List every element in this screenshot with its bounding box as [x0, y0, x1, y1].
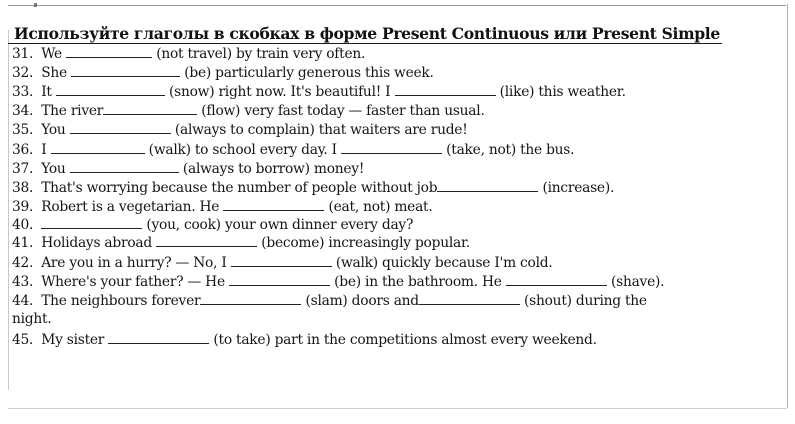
exercise-number: 31.	[12, 46, 34, 62]
worksheet-title: Используйте глаголы в скобках в форме Present Continuous или Present Simple	[14, 24, 720, 43]
answer-blank[interactable]	[103, 101, 197, 115]
answer-blank[interactable]	[200, 291, 301, 305]
exercise-text: (shout) during the	[519, 293, 647, 309]
exercise-text: (be) particularly generous this week.	[180, 65, 434, 81]
answer-blank[interactable]	[108, 330, 209, 344]
exercise-number: 41.	[12, 235, 34, 251]
exercise-45	[12, 330, 782, 349]
exercise-number: 42.	[12, 255, 34, 271]
exercise-number: 45.	[12, 332, 34, 348]
exercise-40	[12, 215, 782, 234]
exercise-number: 32.	[12, 65, 34, 81]
exercise-text: (shave).	[606, 274, 665, 290]
exercise-43	[12, 272, 782, 291]
exercise-39	[12, 197, 782, 216]
exercise-text: (flow) very fast today — faster than usual.	[197, 103, 485, 119]
exercise-number: 39.	[12, 199, 34, 215]
exercise-33	[12, 82, 782, 101]
answer-blank[interactable]	[506, 272, 607, 286]
exercise-number: 44.	[12, 293, 34, 309]
exercise-text: Robert is a vegetarian. He	[41, 199, 224, 215]
exercise-text: Are you in a hurry? — No, I	[41, 255, 231, 271]
exercise-text: It	[41, 84, 56, 100]
exercise-44	[12, 291, 782, 310]
exercise-text: We	[41, 46, 67, 62]
exercise-31	[12, 44, 782, 63]
exercise-34	[12, 101, 782, 120]
answer-blank[interactable]	[229, 272, 330, 286]
exercise-text: (always to complain) that waiters are rude!	[170, 122, 468, 138]
exercise-text: (slam) doors and	[301, 293, 419, 309]
answer-blank[interactable]	[66, 44, 152, 58]
answer-blank[interactable]	[419, 291, 520, 305]
frame-left-border	[8, 30, 9, 390]
exercise-text: (eat, not) meat.	[324, 199, 433, 215]
exercise-number: 40.	[12, 217, 34, 233]
frame-right-border	[787, 4, 788, 408]
exercise-text: The neighbours forever	[41, 293, 201, 309]
exercise-number: 37.	[12, 161, 34, 177]
exercise-text: That's worrying because the number of people without job	[41, 180, 438, 196]
frame-bottom-border	[8, 408, 787, 409]
exercise-37	[12, 159, 782, 178]
exercise-number: 36.	[12, 142, 34, 158]
exercise-text: She	[41, 65, 72, 81]
exercise-text: The river	[41, 103, 104, 119]
exercise-36	[12, 140, 782, 159]
exercise-text: (increase).	[538, 180, 615, 196]
exercise-number: 34.	[12, 103, 34, 119]
exercise-number: 33.	[12, 84, 34, 100]
exercise-text: Where's your father? — He	[41, 274, 229, 290]
answer-blank[interactable]	[395, 82, 496, 96]
answer-blank[interactable]	[231, 253, 332, 267]
exercise-text: (always to borrow) money!	[178, 161, 365, 177]
answer-blank[interactable]	[56, 82, 165, 96]
exercise-44-continuation: night.	[12, 311, 52, 327]
answer-blank[interactable]	[70, 120, 171, 134]
exercise-text: (not travel) by train very often.	[152, 46, 366, 62]
exercise-text: Holidays abroad	[41, 235, 157, 251]
exercise-text: (walk) to school every day. I	[144, 142, 342, 158]
exercise-text: (to take) part in the competitions almost every weekend.	[209, 332, 597, 348]
exercise-number: 35.	[12, 122, 34, 138]
exercise-35	[12, 120, 782, 139]
exercise-text: (be) in the bathroom. He	[330, 274, 506, 290]
answer-blank[interactable]	[156, 233, 257, 247]
exercise-42	[12, 253, 782, 272]
answer-blank[interactable]	[70, 159, 179, 173]
scan-speck	[34, 3, 37, 7]
exercise-text: You	[41, 161, 70, 177]
exercise-text: (like) this weather.	[495, 84, 626, 100]
exercise-number: 43.	[12, 274, 34, 290]
frame-top-border	[8, 5, 786, 6]
answer-blank[interactable]	[51, 140, 145, 154]
exercise-text: I	[41, 142, 51, 158]
exercise-text: You	[41, 122, 70, 138]
answer-blank[interactable]	[223, 197, 324, 211]
exercise-text: (snow) right now. It's beautiful! I	[164, 84, 395, 100]
answer-blank[interactable]	[41, 215, 142, 229]
exercise-32	[12, 63, 782, 82]
answer-blank[interactable]	[71, 63, 180, 77]
answer-blank[interactable]	[341, 140, 442, 154]
exercise-text: (become) increasingly popular.	[257, 235, 470, 251]
exercise-text: (you, cook) your own dinner every day?	[142, 217, 414, 233]
exercise-number: 38.	[12, 180, 34, 196]
exercise-41	[12, 233, 782, 252]
exercise-text: (take, not) the bus.	[442, 142, 575, 158]
exercise-38	[12, 178, 782, 197]
exercise-text: (walk) quickly because I'm cold.	[331, 255, 553, 271]
exercise-text: My sister	[41, 332, 109, 348]
answer-blank[interactable]	[437, 178, 538, 192]
